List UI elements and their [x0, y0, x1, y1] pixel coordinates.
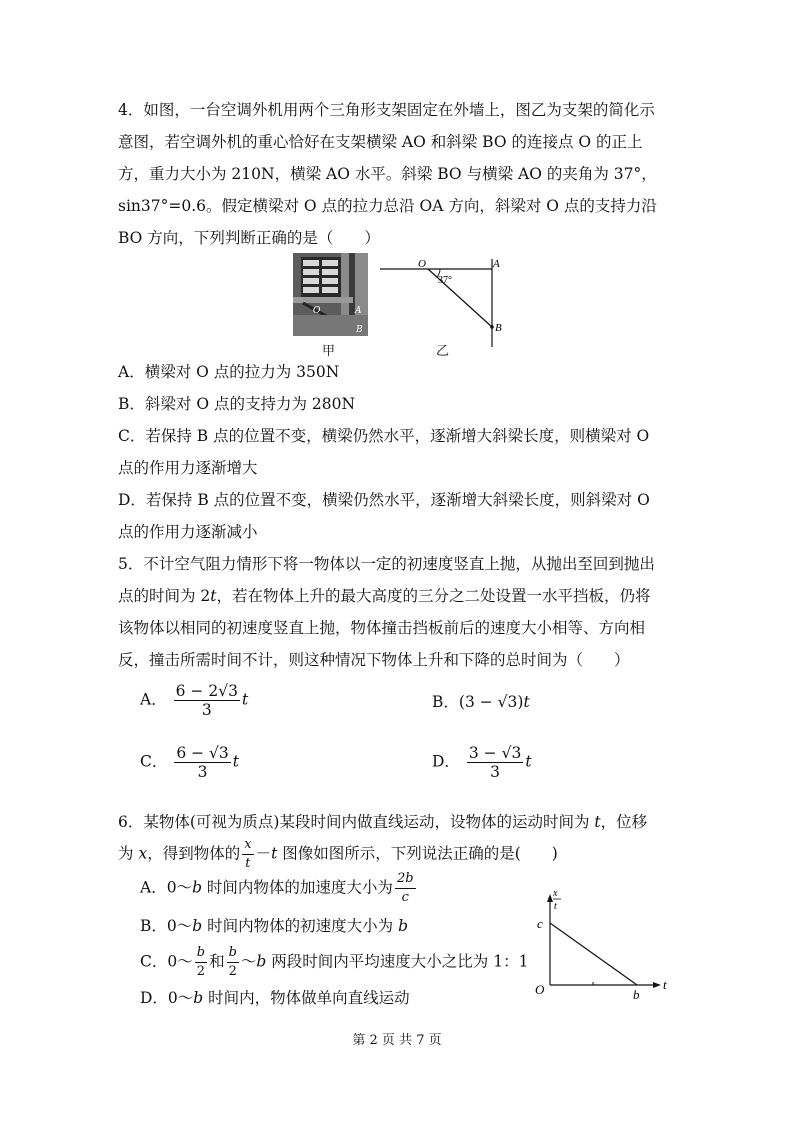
page-footer: 第 2 页 共 7 页 — [352, 1033, 442, 1048]
figure-yi-label: 乙 — [436, 344, 450, 359]
q6-line-2: 为 x，得到物体的 $\frac{x}{t}$ －t 图像如图所示，下列说法正确的是( ) — [118, 837, 558, 871]
svg-text:O: O — [313, 306, 321, 316]
q5-option-d: D． $\frac{3 - √3}{3}$ t — [432, 744, 532, 781]
q4-line-3: 方，重力大小为 210N，横梁 AO 水平。斜梁 BO 与横梁 AO 的夹角为 37°， — [118, 165, 657, 183]
label-b: b — [633, 987, 640, 1000]
q5-option-a: A． $\frac{6 - 2√3}{3}$ t — [140, 682, 249, 719]
y-axis-den: t — [554, 901, 557, 912]
q4-line-1: 4．如图，一台空调外机用两个三角形支架固定在外墙上，图乙为支架的简化示 — [118, 101, 655, 119]
q4-option-b: B．斜梁对 O 点的支持力为 280N — [118, 395, 356, 413]
label-A: A — [493, 258, 500, 270]
figure-yi-diagram — [380, 255, 520, 355]
q6-option-d: D．0～b 时间内，物体做单向直线运动 — [140, 989, 410, 1007]
q5-line-4: 反，撞击所需时间不计，则这种情况下物体上升和下降的总时间为（ ） — [118, 651, 630, 669]
q5-line-1: 5．不计空气阻力情形下将一物体以一定的初速度竖直上抛，从抛出至回到抛出 — [118, 555, 655, 573]
label-t: t — [663, 977, 667, 992]
label-c: c — [537, 916, 543, 931]
q4-option-d: D．若保持 B 点的位置不变，横梁仍然水平，逐渐增大斜梁长度，则斜梁对 O — [118, 491, 650, 509]
label-angle: 37° — [438, 275, 452, 286]
q6-graph — [525, 888, 675, 1000]
q4-line-2: 意图，若空调外机的重心恰好在支架横梁 AO 和斜梁 BO 的连接点 O 的正上 — [118, 133, 643, 151]
label-B: B — [495, 322, 502, 334]
y-axis-num: x — [553, 888, 558, 899]
q5-line-3: 该物体以相同的初速度竖直上抛，物体撞击挡板前后的速度大小相等、方向相 — [118, 619, 646, 637]
q4-line-5: BO 方向，下列判断正确的是（ ） — [118, 229, 380, 247]
q5-option-c: C． $\frac{6 - √3}{3}$ t — [140, 744, 239, 781]
q6-option-c: C．0～ $\frac{b}{2}$ 和 $\frac{b}{2}$ ～b 两段时间内平均速度大小之比为 1：1 — [140, 945, 529, 979]
q6-option-a: A．0～b 时间内物体的加速度大小为 $\frac{2b}{c}$ — [140, 871, 414, 905]
q5-option-b: B．(3 − √3)t — [432, 693, 530, 711]
label-O: O — [418, 258, 426, 270]
q6-line-1: 6．某物体(可视为质点)某段时间内做直线运动，设物体的运动时间为 t，位移 — [118, 813, 648, 831]
q4-option-c-cont: 点的作用力逐渐增大 — [118, 459, 258, 477]
q6-option-b: B．0～b 时间内物体的初速度大小为 b — [140, 917, 408, 935]
svg-text:A: A — [355, 306, 362, 316]
figure-jia-photo — [293, 253, 368, 336]
q4-option-a: A．横梁对 O 点的拉力为 350N — [118, 363, 340, 381]
q5-line-2: 点的时间为 2t，若在物体上升的最大高度的三分之二处设置一水平挡板，仍将 — [118, 587, 651, 605]
q4-line-4: sin37°=0.6。假定横梁对 O 点的拉力总沿 OA 方向，斜梁对 O 点的支持力沿 — [118, 197, 657, 215]
svg-text:B: B — [356, 325, 363, 335]
figure-jia-label: 甲 — [322, 344, 336, 359]
q4-option-c: C．若保持 B 点的位置不变，横梁仍然水平，逐渐增大斜梁长度，则横梁对 O — [118, 427, 650, 445]
label-origin: O — [535, 982, 545, 997]
q4-option-d-cont: 点的作用力逐渐减小 — [118, 523, 258, 541]
